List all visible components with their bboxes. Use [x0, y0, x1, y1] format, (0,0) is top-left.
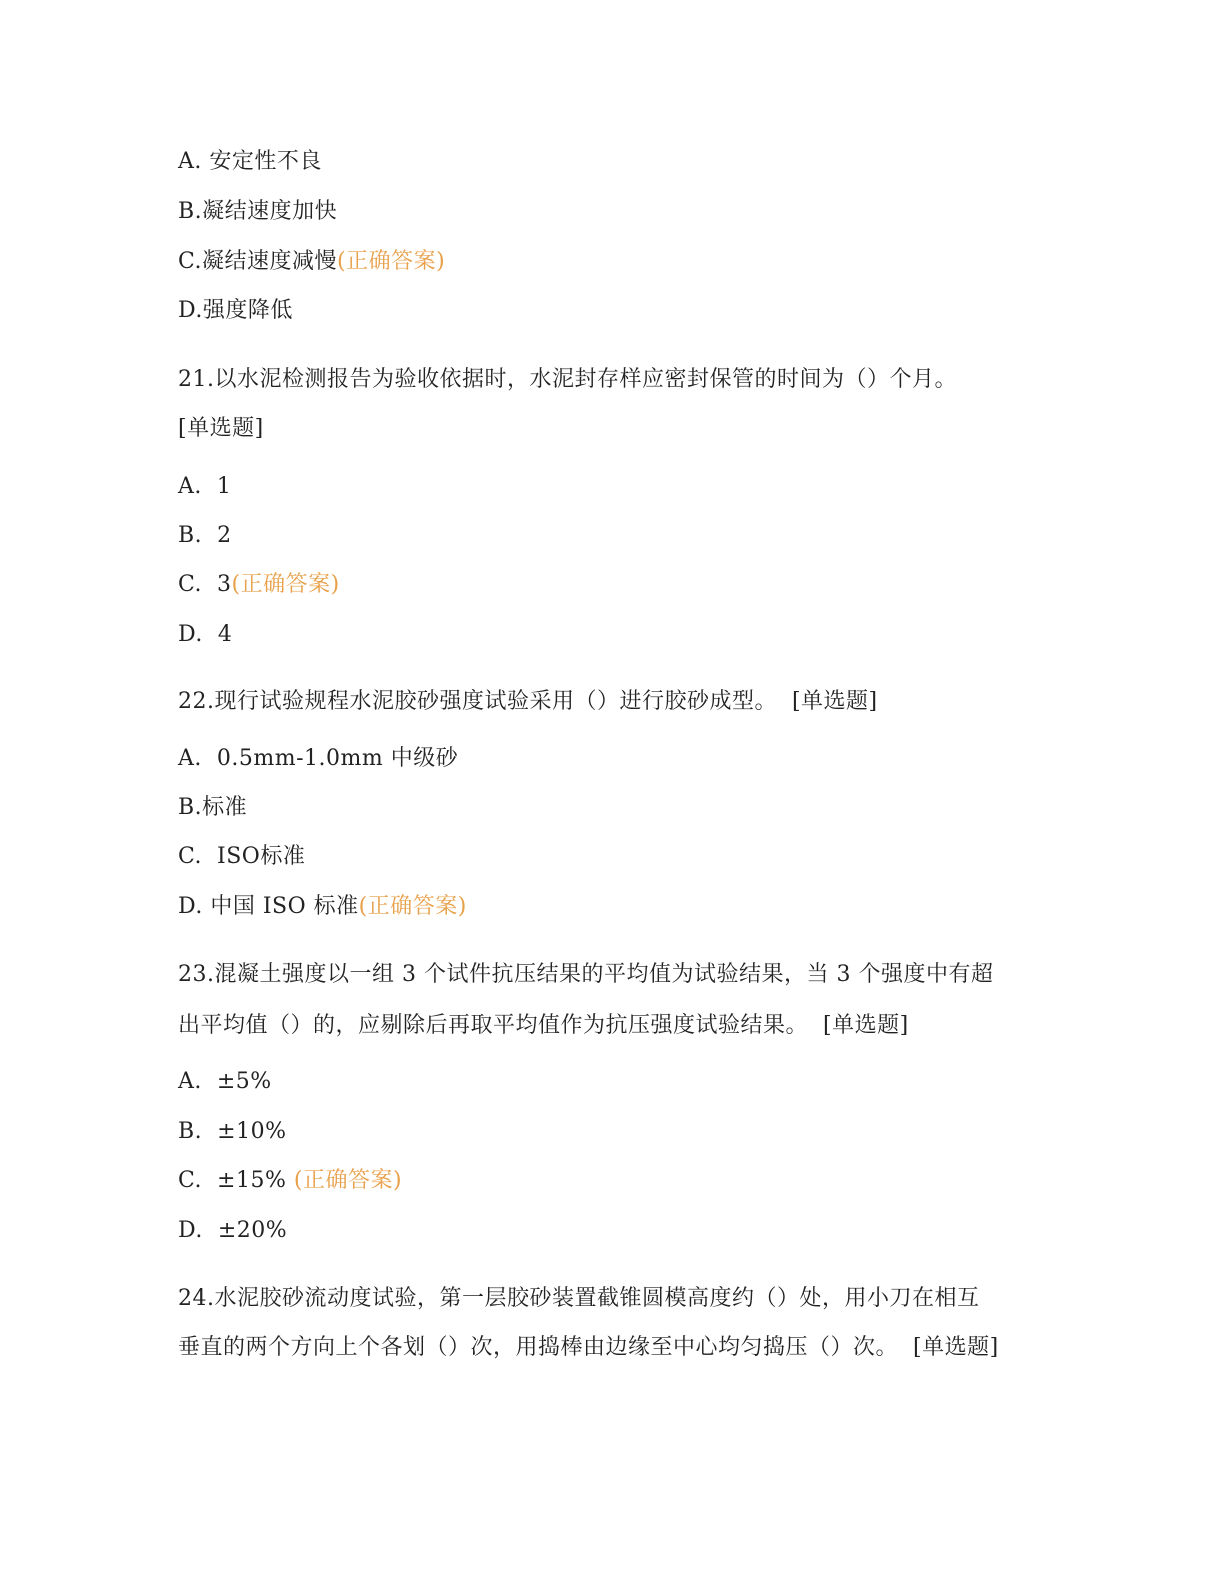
option-line	[178, 570, 340, 600]
option-line	[178, 1216, 287, 1246]
option-line	[178, 521, 232, 551]
question-type	[178, 414, 264, 444]
option-text: B.凝结速度加快	[178, 199, 338, 224]
option-text: D.强度降低	[178, 298, 293, 323]
option-text: C. ±15%	[178, 1168, 294, 1193]
correct-answer-mark: (正确答案)	[358, 894, 467, 919]
option-text: A. 0.5mm-1.0mm 中级砂	[178, 746, 459, 771]
option-line	[178, 472, 231, 502]
option-line	[178, 842, 305, 872]
option-line	[178, 1166, 402, 1196]
option-text: D. 4	[178, 622, 233, 647]
question-text: 23.混凝土强度以一组 3 个试件抗压结果的平均值为试验结果，当 3 个强度中有超	[178, 962, 994, 987]
question-text: 22.现行试验规程水泥胶砂强度试验采用（）进行胶砂成型。 [单选题]	[178, 689, 878, 714]
option-line	[178, 296, 293, 326]
option-line	[178, 892, 467, 922]
option-text: A. ±5%	[178, 1069, 272, 1094]
question-text: 出平均值（）的，应剔除后再取平均值作为抗压强度试验结果。 [单选题]	[178, 1013, 909, 1038]
option-line	[178, 1067, 272, 1097]
option-text: D. ±20%	[178, 1218, 288, 1243]
option-line	[178, 197, 337, 227]
question-text: 24.水泥胶砂流动度试验，第一层胶砂装置截锥圆模高度约（）处，用小刀在相互	[178, 1286, 980, 1311]
question-line	[178, 365, 957, 395]
question-text: 21.以水泥检测报告为验收依据时，水泥封存样应密封保管的时间为（）个月。	[178, 367, 957, 392]
option-line	[178, 147, 322, 177]
option-text: C. ISO标准	[178, 844, 306, 869]
option-line	[178, 620, 232, 650]
option-line	[178, 793, 247, 823]
option-text: A. 1	[178, 474, 232, 499]
option-text: B. 2	[178, 523, 232, 548]
question-line	[178, 960, 993, 990]
option-text: A. 安定性不良	[178, 149, 322, 174]
correct-answer-mark: (正确答案)	[293, 1168, 403, 1193]
option-text: C. 3	[178, 572, 232, 597]
option-text: B.标准	[178, 795, 248, 820]
question-line	[178, 1011, 909, 1041]
correct-answer-mark: (正确答案)	[231, 572, 340, 597]
option-line	[178, 247, 445, 277]
option-line	[178, 1117, 286, 1147]
question-line	[178, 1284, 980, 1314]
option-text: C.凝结速度减慢	[178, 249, 338, 274]
option-text: D. 中国 ISO 标准	[178, 894, 359, 919]
question-line	[178, 1333, 999, 1363]
option-line	[178, 744, 458, 774]
correct-answer-mark: (正确答案)	[337, 249, 446, 274]
question-type-text: [单选题]	[178, 416, 264, 441]
question-text: 垂直的两个方向上个各划（）次，用捣棒由边缘至中心均匀捣压（）次。 [单选题]	[178, 1335, 999, 1360]
question-line	[178, 687, 878, 717]
option-text: B. ±10%	[178, 1119, 287, 1144]
